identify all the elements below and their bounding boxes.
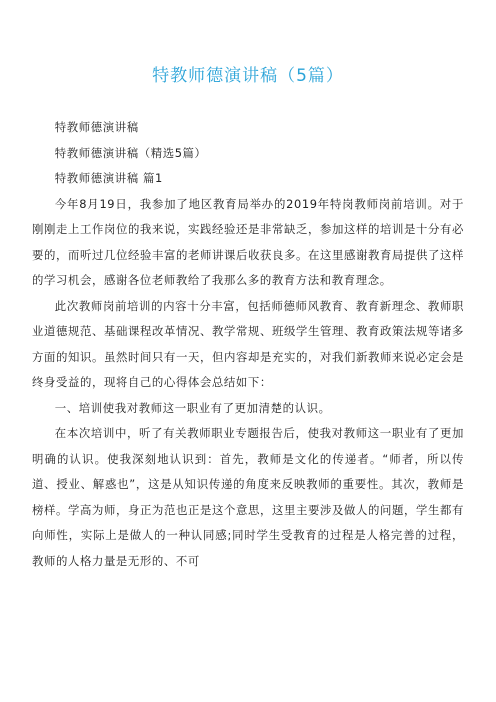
- paragraph-1: 今年8月19日，我参加了地区教育局举办的2019年特岗教师岗前培训。对于刚刚走上工作岗位的我来说，实践经验还是非常缺乏，参加这样的培训是十分有必要的，而听过几位经验丰富的老师讲课后收获良多。在这里感谢教育局提供了这样的学习机会，感谢各位老师教给了我那么多的教育方法和教育理念。: [32, 196, 464, 287]
- paragraph-heading-2: 特教师德演讲稿（精选5篇）: [54, 145, 207, 160]
- document-body: [32, 115, 464, 574]
- document-title: 特教师德演讲稿（5篇）: [152, 66, 344, 86]
- paragraph-section-heading: 一、培训使我对教师这一职业有了更加清楚的认识。: [54, 400, 331, 415]
- paragraph-heading-1: 特教师德演讲稿: [54, 120, 139, 134]
- paragraph-2: 此次教师岗前培训的内容十分丰富，包括师德师风教育、教育新理念、教师职业道德规范、基础课程改革情况、教学常规、班级学生管理、教育政策法规等诸多方面的知识。虽然时间只有一天，但内容却是充实的，对我们新教师来说必定会是终身受益的，现将自己的心得体会总结如下：: [32, 298, 464, 389]
- paragraph-heading-3: 特教师德演讲稿 篇1: [54, 171, 163, 185]
- paragraph-3: 在本次培训中，听了有关教师职业专题报告后，使我对教师这一职业有了更加明确的认识。使我深刻地认识到：首先，教师是文化的传递者。“师者，所以传道、授业、解惑也”，这是从知识传递的角度来反映教师的重要性。其次，教师是榜样。学高为师，身正为范也正是这个意思，这里主要涉及做人的问题，学生都有向师性，实际上是做人的一种认同感;同时学生受教育的过程是人格完善的过程，教师的人格力量是无形的、不可: [32, 426, 464, 568]
